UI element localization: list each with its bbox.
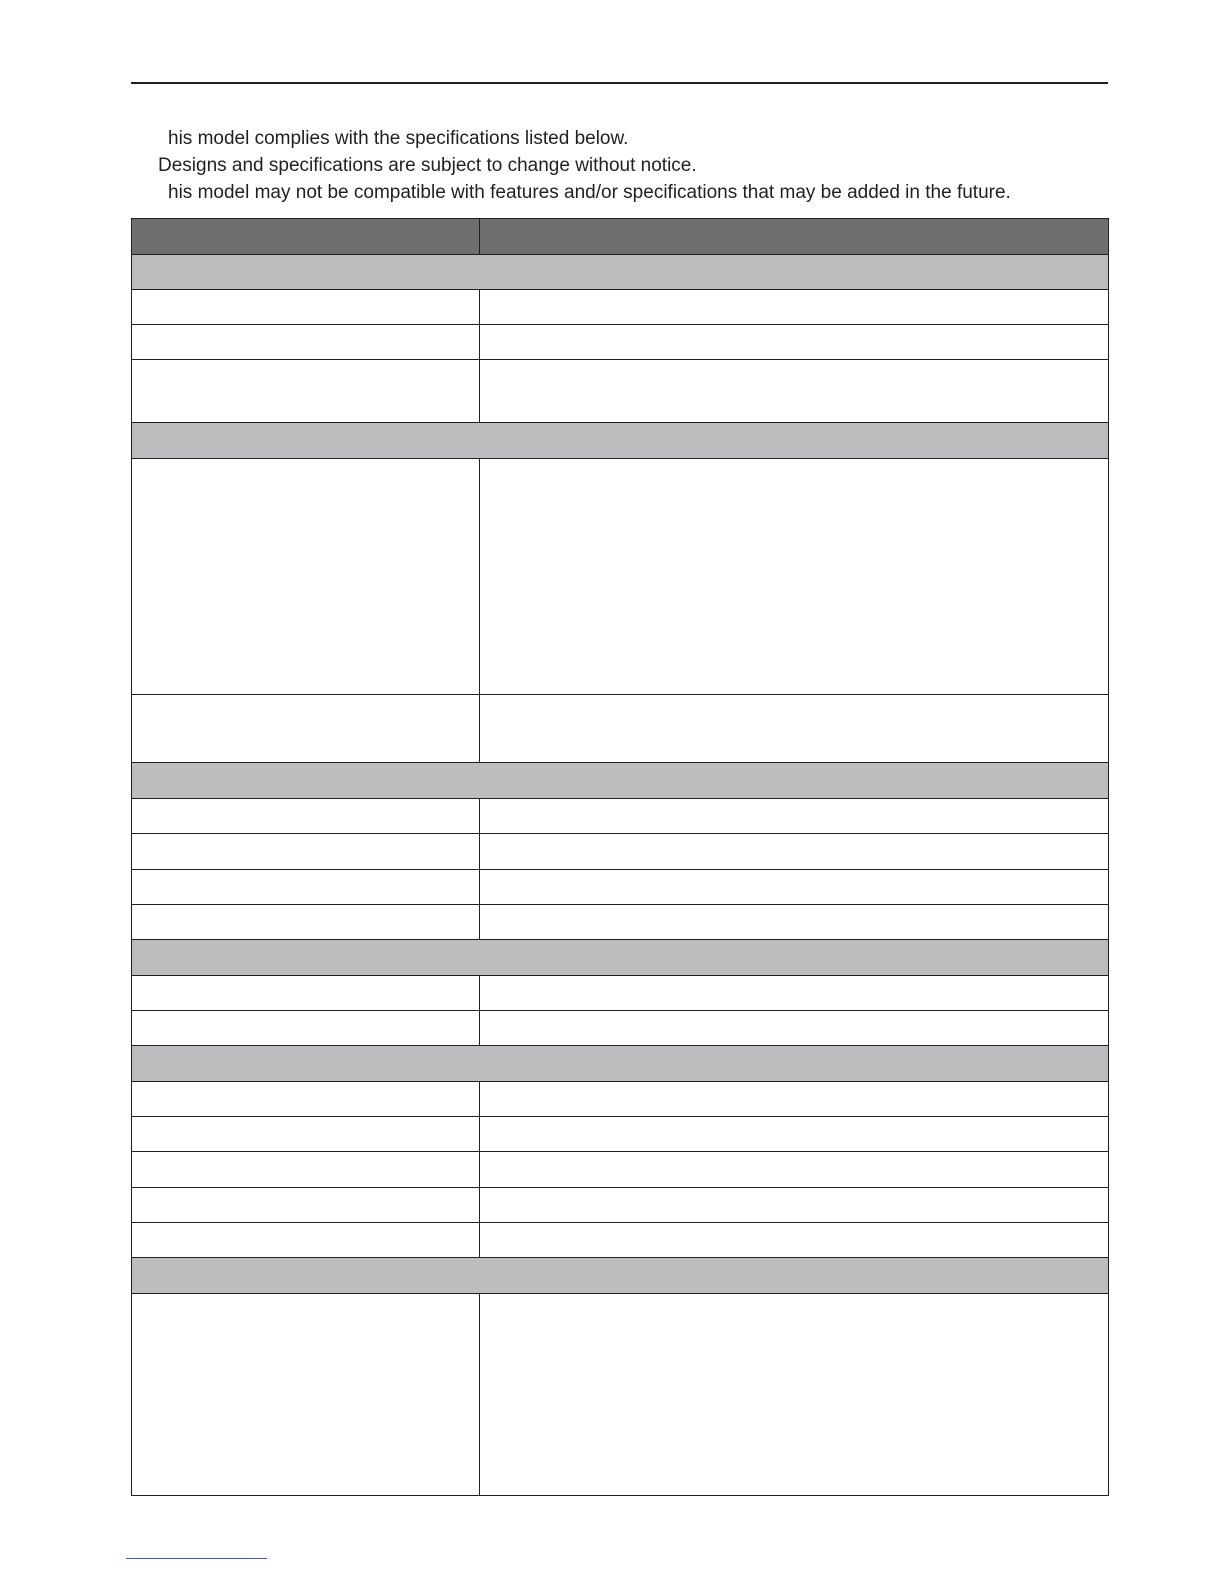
footer-link-underline <box>126 1558 267 1559</box>
item-cell <box>132 290 480 325</box>
item-cell <box>132 1011 480 1046</box>
item-cell <box>132 834 480 870</box>
spec-cell <box>480 1152 1109 1188</box>
table-row <box>132 976 1109 1011</box>
top-rule <box>131 82 1108 84</box>
table-row <box>132 325 1109 360</box>
item-cell <box>132 1152 480 1188</box>
item-cell <box>132 799 480 834</box>
table-row <box>132 459 1109 695</box>
table-row <box>132 1223 1109 1258</box>
section-cell <box>132 423 1109 459</box>
section-row <box>132 423 1109 459</box>
section-cell <box>132 1258 1109 1294</box>
spec-cell <box>480 459 1109 695</box>
item-cell <box>132 360 480 423</box>
item-cell <box>132 695 480 763</box>
section-cell <box>132 763 1109 799</box>
section-cell <box>132 940 1109 976</box>
item-cell <box>132 976 480 1011</box>
header-cell-spec <box>480 219 1109 255</box>
table-row <box>132 870 1109 905</box>
spec-cell <box>480 905 1109 940</box>
table-row <box>132 799 1109 834</box>
table-row <box>132 1294 1109 1496</box>
table-row <box>132 1082 1109 1117</box>
spec-cell <box>480 1082 1109 1117</box>
item-cell <box>132 905 480 940</box>
table-row <box>132 1188 1109 1223</box>
spec-cell <box>480 360 1109 423</box>
spec-cell <box>480 1223 1109 1258</box>
table-row <box>132 1117 1109 1152</box>
section-row <box>132 255 1109 290</box>
table-row <box>132 695 1109 763</box>
spec-cell <box>480 976 1109 1011</box>
section-row <box>132 1046 1109 1082</box>
item-cell <box>132 1082 480 1117</box>
table-row <box>132 1011 1109 1046</box>
table-row <box>132 834 1109 870</box>
spec-cell <box>480 325 1109 360</box>
intro-line-1: his model complies with the specifications listed below. <box>168 128 629 149</box>
spec-cell <box>480 1117 1109 1152</box>
item-cell <box>132 870 480 905</box>
spec-cell <box>480 870 1109 905</box>
table-header-row <box>132 219 1109 255</box>
section-row <box>132 1258 1109 1294</box>
item-cell <box>132 459 480 695</box>
item-cell <box>132 1223 480 1258</box>
table-row <box>132 905 1109 940</box>
item-cell <box>132 1294 480 1496</box>
intro-line-3: his model may not be compatible with features and/or specifications that may be added in the future. <box>168 182 1011 203</box>
spec-cell <box>480 799 1109 834</box>
item-cell <box>132 1117 480 1152</box>
spec-cell <box>480 834 1109 870</box>
table-row <box>132 290 1109 325</box>
table-row <box>132 1152 1109 1188</box>
section-cell <box>132 255 1109 290</box>
header-cell-item <box>132 219 480 255</box>
table-row <box>132 360 1109 423</box>
intro-line-2: Designs and specifications are subject to change without notice. <box>158 155 697 176</box>
spec-cell <box>480 1294 1109 1496</box>
spec-cell <box>480 1188 1109 1223</box>
spec-cell <box>480 695 1109 763</box>
item-cell <box>132 325 480 360</box>
section-row <box>132 763 1109 799</box>
section-row <box>132 940 1109 976</box>
section-cell <box>132 1046 1109 1082</box>
spec-cell <box>480 290 1109 325</box>
spec-cell <box>480 1011 1109 1046</box>
item-cell <box>132 1188 480 1223</box>
specifications-table <box>131 218 1109 1496</box>
